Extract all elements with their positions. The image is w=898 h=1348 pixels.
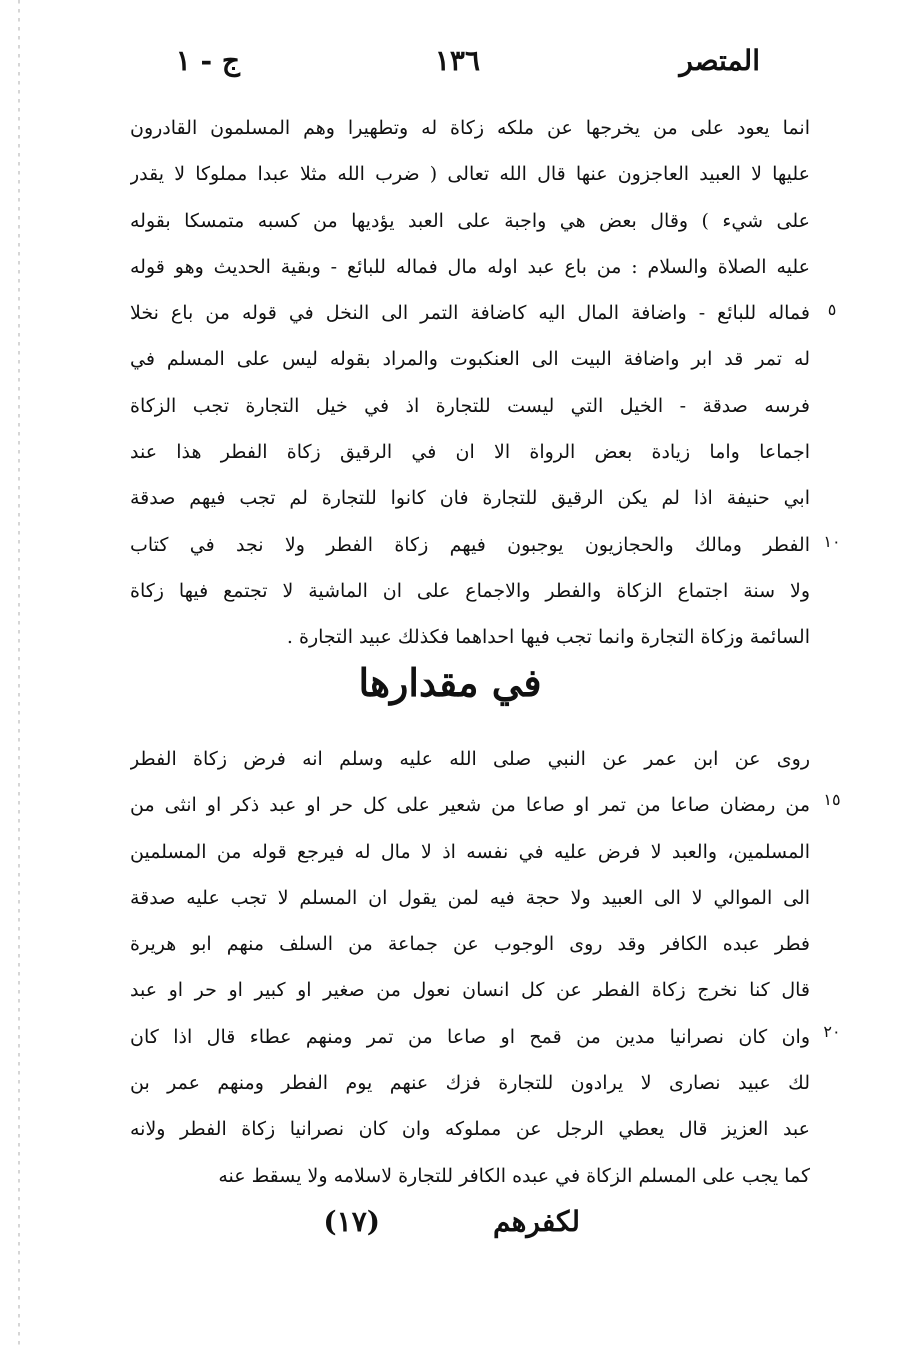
- scan-edge-dots: [18, 0, 20, 1348]
- text-line: قال كنا نخرج زكاة الفطر عن كل انسان نعول من صغير او كبير او حر او عبد: [130, 979, 810, 1002]
- text-line: ولا سنة اجتماع الزكاة والفطر والاجماع على ان الماشية لا تجتمع فيها زكاة: [130, 579, 810, 602]
- text-line: على شيء ) وقال بعض هي واجبة على العبد يؤديها من كسبه متمسكا بقوله: [130, 209, 810, 232]
- text-line: السائمة وزكاة التجارة وانما تجب فيها احداهما فكذلك عبيد التجارة .: [286, 626, 810, 649]
- text-line: الى الموالي لا الى العبيد ولا حجة فيه لمن يقول ان المسلم لا تجب عليه صدقة: [130, 886, 810, 909]
- page-number: ١٣٦: [434, 44, 480, 77]
- text-line: عبد العزيز قال يعطي الرجل عن مملوكه وان كان نصرانيا زكاة الفطر ولانه: [130, 1118, 810, 1141]
- text-line: اجماعا واما زيادة بعض الرواة الا ان في الرقيق زكاة الفطر هذا عند: [130, 441, 810, 464]
- text-line: روى عن ابن عمر عن النبي صلى الله عليه وسلم انه فرض زكاة الفطر: [130, 748, 810, 770]
- line-number-marker: ١٠: [823, 532, 841, 551]
- running-title: المتصر: [679, 44, 760, 77]
- text-line: فرسه صدقة - الخيل التي ليست للتجارة اذ في خيل التجارة تجب الزكاة: [130, 394, 810, 417]
- page-footer: [150, 1205, 770, 1255]
- text-line: لك عبيد نصارى لا يرادون للتجارة فزك عنهم يوم الفطر ومنهم عمر بن: [130, 1072, 810, 1095]
- text-line: ابي حنيفة اذا لم يكن الرقيق للتجارة فان كانوا للتجارة لم تجب فيهم صدقة: [130, 487, 810, 510]
- text-line: الفطر ومالك والحجازيون يوجبون فيهم زكاة الفطر ولا نجد في كتاب: [130, 533, 810, 556]
- line-number-marker: ٢٠: [823, 1022, 841, 1041]
- text-line: عليها لا العبيد العاجزون عنها قال الله تعالى ( ضرب الله مثلا عبدا مملوكا لا يقدر: [130, 163, 810, 186]
- text-line: المسلمين، والعبد لا فرض عليه في نفسه اذ لا مال له فيرجع قوله من المسلمين: [130, 840, 810, 863]
- volume-marker: ج - ١: [175, 44, 240, 77]
- text-line: من رمضان صاعا من تمر او صاعا من شعير على كل حر او عبد ذكر او انثى من: [130, 794, 810, 817]
- section-heading: في مقدارها: [358, 660, 542, 705]
- text-line: فماله للبائع - واضافة المال اليه كاضافة التمر الى النخل في قوله من باع نخلا: [130, 302, 810, 325]
- catchword: لكفرهم: [492, 1205, 580, 1238]
- text-line: كما يجب على المسلم الزكاة في عبده الكافر للتجارة لاسلامه ولا يسقط عنه: [218, 1164, 810, 1187]
- line-number-marker: ١٥: [823, 790, 841, 809]
- text-line: فطر عبده الكافر وقد روى الوجوب عن جماعة من السلف منهم ابو هريرة: [130, 933, 810, 956]
- page-header: [150, 44, 760, 94]
- paragraph-2: [130, 736, 810, 1199]
- text-line: وان كان نصرانيا مدين من قمح او صاعا من تمر ومنهم عطاء قال اذا كان: [130, 1025, 810, 1048]
- text-line: له تمر قد ابر واضافة البيت الى العنكبوت والمراد بقوله ليس على المسلم في: [130, 348, 810, 371]
- text-line: عليه الصلاة والسلام : من باع عبد اوله مال فماله للبائع - وبقية الحديث وهو قوله: [130, 255, 810, 278]
- paragraph-1: [130, 105, 810, 661]
- line-number-marker: ٥: [827, 300, 837, 319]
- signature-mark: (١٧): [323, 1205, 380, 1238]
- text-line: انما يعود على من يخرجها عن ملكه زكاة له وتطهيرا وهم المسلمون القادرون: [130, 117, 810, 139]
